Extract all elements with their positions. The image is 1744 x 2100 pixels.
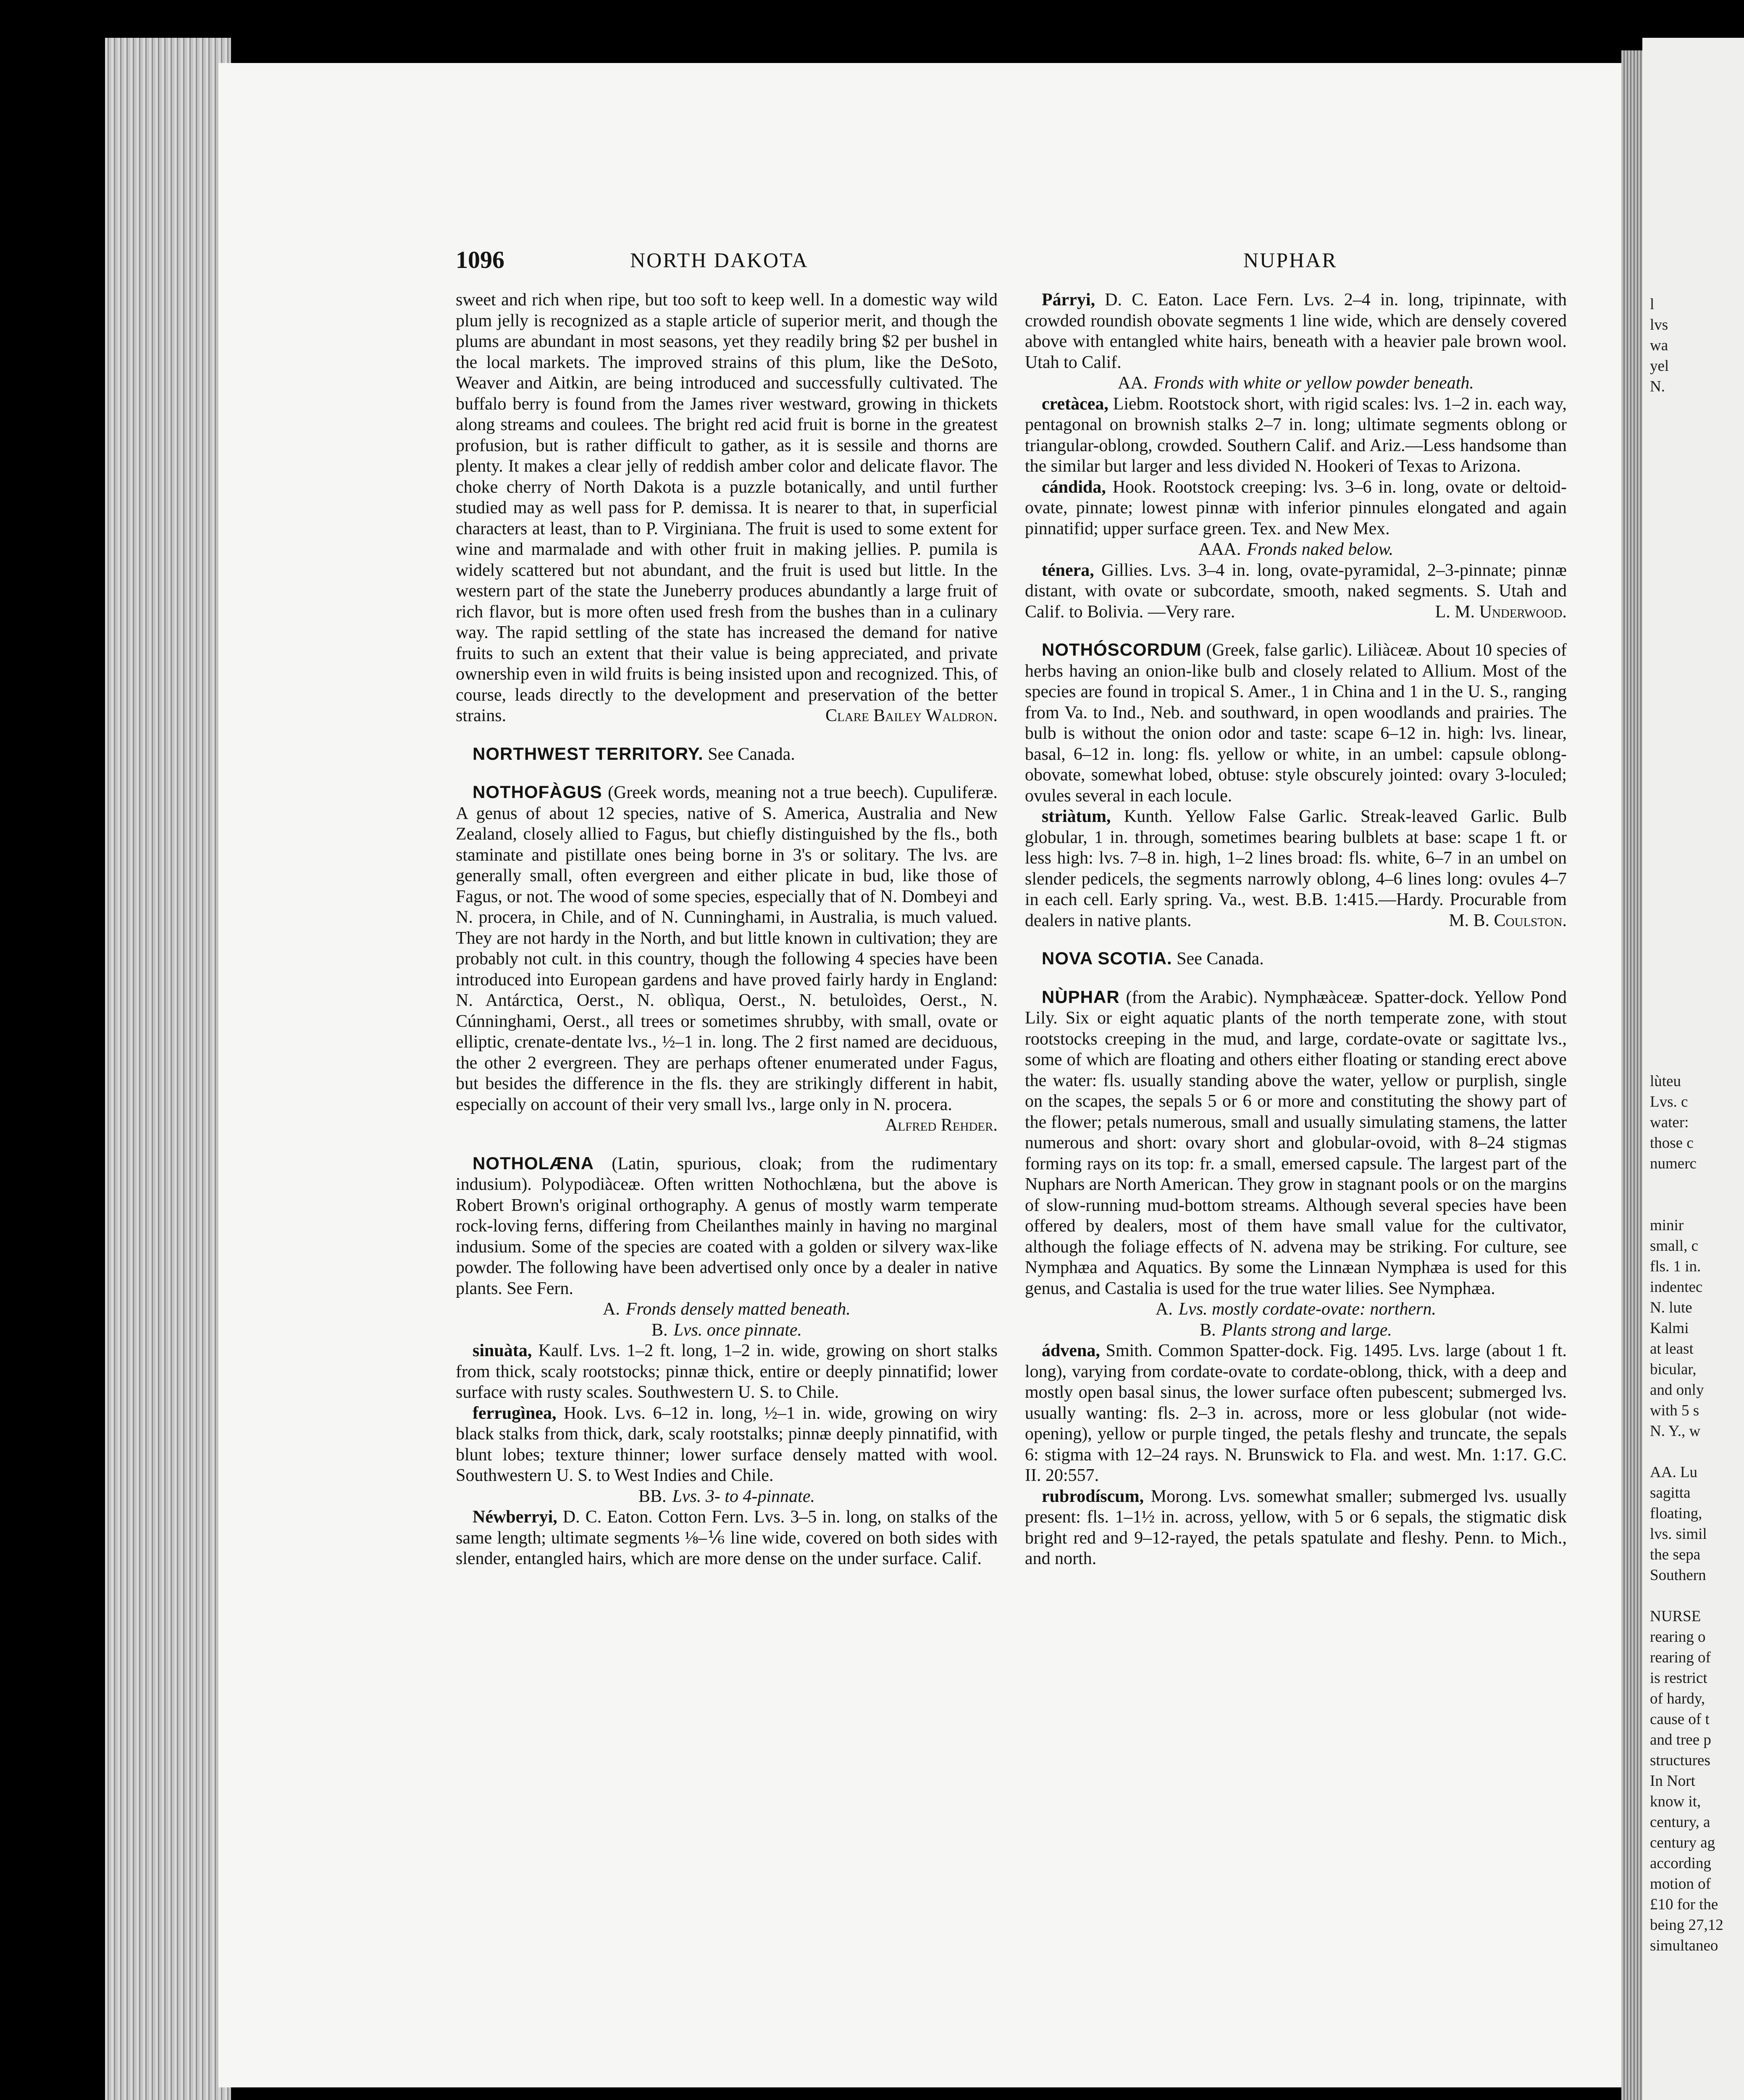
species-text: Gillies. Lvs. 3–4 in. long, ovate-pyramidal, 2–3-pinnate; pinnæ distant, with ovate or subcordate, smooth, naked segments. S. Utah and Calif. to Bolivia. —Very rare. xyxy=(1025,560,1567,622)
key-letter: AA. xyxy=(1118,373,1148,393)
entry-title: NOTHOFÀGUS xyxy=(473,782,602,802)
fragment-line: the sepa xyxy=(1650,1546,1701,1563)
fragment-line: lvs xyxy=(1650,316,1668,333)
species-name: ádvena, xyxy=(1042,1341,1100,1360)
author-signature: L. M. Underwood. xyxy=(1435,602,1567,622)
fragment-line: indentec xyxy=(1650,1278,1703,1296)
entry-title: NOVA SCOTIA. xyxy=(1042,948,1172,968)
species-entry xyxy=(456,1403,998,1486)
species-entry xyxy=(1025,394,1567,477)
left-text-column xyxy=(456,290,998,1570)
key-heading xyxy=(1025,373,1567,394)
genus-entry xyxy=(1025,948,1567,970)
fragment-line: yel xyxy=(1650,357,1669,375)
key-text: Plants strong and large. xyxy=(1221,1320,1392,1340)
fragment-line: know it, xyxy=(1650,1793,1701,1810)
fragment-line: lvs. simil xyxy=(1650,1525,1707,1543)
species-text: Morong. Lvs. somewhat smaller; submerged lvs. usually present: fls. 1–1½ in. across, yellow, with 5 or 6 sepals, the stigmatic disk bright red and 9–12-rayed, the petals spatulate and fleshy. Penn. to Mich., and north. xyxy=(1025,1486,1567,1568)
fragment-line: and only xyxy=(1650,1381,1704,1399)
entry-title: NORTHWEST TERRITORY. xyxy=(473,743,704,764)
fragment-line: water: xyxy=(1650,1114,1689,1131)
genus-entry xyxy=(456,782,998,1136)
species-entry xyxy=(1025,1341,1567,1486)
genus-entry xyxy=(1025,987,1567,1299)
key-heading xyxy=(1025,1299,1567,1320)
fragment-line: N. lute xyxy=(1650,1299,1692,1316)
fragment-line: at least xyxy=(1650,1340,1694,1357)
fragment-line: In Nort xyxy=(1650,1772,1695,1790)
entry-title: NOTHOLÆNA xyxy=(473,1153,594,1173)
fragment-line: structures xyxy=(1650,1752,1710,1769)
key-text: Fronds densely matted beneath. xyxy=(625,1299,851,1319)
species-entry xyxy=(1025,560,1567,623)
paragraph-text: sweet and rich when ripe, but too soft to keep well. In a domestic way wild plum jelly is recognized as a staple article of superior merit, and though the plums are abundant in most seasons, yet they readily bring $2 per bushel in the local markets. The improved strains of this plum, like the DeSoto, Weaver and Aitkin, are being introduced and successfully cultivated. The buffalo berry is found from the James river westward, growing in thickets along streams and coulees. The bright red acid fruit is borne in the greatest profusion, but is rather difficult to gather, as it is sessile and thorns are plenty. It makes a clear jelly of reddish amber color and delicate flavor. The choke cherry of North Dakota is a puzzle botanically, and until further studied may as well pass for P. demissa. It is nearer to that, in superficial characters at least, than to P. Virginiana. The fruit is used to some extent for wine and marmalade and with other fruit in making jellies. P. pumila is widely scattered but not abundant, and the fruit is used but little. In the western part of the state the Juneberry produces abundantly a large fruit of rich flavor, but is more often used fresh from the bushes than in a culinary way. The rapid settling of the state has increased the demand for native fruits to such an extent that their value is being appreciated, and private ownership even in wild fruits is being insisted upon and recognized. This, of course, leads directly to the development and preservation of the better strains. xyxy=(456,290,998,725)
genus-entry xyxy=(456,743,998,765)
next-page-top-fragment xyxy=(1650,294,1669,397)
fragment-line: Lvs. c xyxy=(1650,1093,1688,1110)
species-name: cretàcea, xyxy=(1042,394,1108,414)
species-entry xyxy=(456,1507,998,1570)
entry-title: NÙPHAR xyxy=(1042,987,1120,1007)
author-signature: Alfred Rehder. xyxy=(885,1116,998,1135)
species-name: Néwberryi, xyxy=(473,1507,557,1527)
fragment-line: small, c xyxy=(1650,1237,1699,1255)
key-text: Lvs. 3- to 4-pinnate. xyxy=(672,1486,815,1506)
species-text: Liebm. Rootstock short, with rigid scales: lvs. 1–2 in. each way, pentagonal on brownish stalks 2–7 in. long; ultimate segments oblong or triangular-oblong, crowded. Southern Calif. and Ariz.—Less handsome than the similar but larger and less divided N. Hookeri of Texas to Arizona. xyxy=(1025,394,1567,476)
species-text: D. C. Eaton. Cotton Fern. Lvs. 3–5 in. long, on stalks of the same length; ultimate segments ⅛–⅙ line wide, covered on both sides with slender, entangled hairs, which are more dense on the under surface. Calif. xyxy=(456,1507,998,1568)
species-entry xyxy=(1025,290,1567,373)
key-letter: A. xyxy=(603,1299,620,1319)
species-entry xyxy=(1025,806,1567,931)
species-entry xyxy=(1025,1486,1567,1570)
fragment-line: wa xyxy=(1650,337,1668,354)
fragment-line: according xyxy=(1650,1855,1711,1872)
gutter-shadow xyxy=(1621,50,1645,2100)
species-name: rubrodíscum, xyxy=(1042,1486,1144,1506)
fragment-line: century, a xyxy=(1650,1814,1710,1831)
key-letter: BB. xyxy=(638,1486,667,1506)
key-text: Fronds with white or yellow powder beneath. xyxy=(1153,373,1474,393)
fragment-line: and tree p xyxy=(1650,1731,1711,1748)
species-name: ferrugìnea, xyxy=(473,1403,557,1423)
key-text: Fronds naked below. xyxy=(1247,540,1394,559)
body-paragraph xyxy=(456,290,998,727)
page-number: 1096 xyxy=(456,246,504,273)
book-page-edges xyxy=(105,38,231,2100)
fragment-line: lùteu xyxy=(1650,1073,1681,1090)
author-signature: M. B. Coulston. xyxy=(1449,911,1567,930)
fragment-line: Kalmi xyxy=(1650,1320,1689,1337)
key-heading xyxy=(456,1486,998,1507)
fragment-line: motion of xyxy=(1650,1875,1711,1893)
fragment-line: rearing of xyxy=(1650,1649,1711,1666)
fragment-line: N. Y., w xyxy=(1650,1423,1701,1440)
next-page-fragment xyxy=(1642,38,1744,2100)
fragment-line: minir xyxy=(1650,1217,1684,1234)
fragment-line: of hardy, xyxy=(1650,1690,1705,1707)
entry-text: (from the Arabic). Nymphæàceæ. Spatter-dock. Yellow Pond Lily. Six or eight aquatic plants of the north temperate zone, with stout rootstocks creeping in the mud, and large, cordate-ovate or sagittate lvs., some of which are floating and others either floating or standing erect above the water: fls. usually standing above the water, yellow or purplish, single on the scapes, the sepals 5 or 6 or more and constituting the showy part of the flower; petals numerous, small and usually simulating stamens, the latter numerous and short: ovary short and globular-ovoid, with 8–24 stigmas forming rays on its top: fr. a small, emersed capsule. The largest part of the Nuphars are North American. They grow in stagnant pools or on the margins of slow-running mud-bottom streams. Although several species have been offered by dealers, most of them have small value for the cultivator, although the foliage effects of N. advena may be striking. For culture, see Nymphæa and Aquatics. By some the Linnæan Nymphæa is used for this genus, and Castalia is used for the true water lilies. See Nymphæa. xyxy=(1025,987,1567,1298)
genus-entry xyxy=(1025,639,1567,806)
fragment-line: numerc xyxy=(1650,1155,1697,1172)
fragment-line: NURSE xyxy=(1650,1608,1701,1625)
species-text: D. C. Eaton. Lace Fern. Lvs. 2–4 in. long, tripinnate, with crowded roundish obovate segments 1 line wide, which are densely covered above with entangled white hairs, beneath with a heavier pale brown wool. Utah to Calif. xyxy=(1025,290,1567,372)
key-letter: B. xyxy=(651,1320,668,1340)
genus-entry xyxy=(456,1153,998,1299)
right-text-column xyxy=(1025,290,1567,1570)
key-text: Lvs. once pinnate. xyxy=(673,1320,802,1340)
entry-text: See Canada. xyxy=(708,744,795,764)
fragment-line: sagitta xyxy=(1650,1484,1691,1502)
key-letter: AAA. xyxy=(1198,540,1241,559)
species-text: Hook. Lvs. 6–12 in. long, ½–1 in. wide, growing on wiry black stalks from thick, dark, scaly rootstalks; pinnæ deeply pinnatifid, with blunt lobes; texture thinner; lower surface densely matted with wool. Southwestern U. S. to West Indies and Chile. xyxy=(456,1403,998,1485)
species-name: Párryi, xyxy=(1042,290,1095,310)
fragment-line: is restrict xyxy=(1650,1670,1707,1687)
author-signature: Clare Bailey Waldron. xyxy=(825,706,998,725)
fragment-line: Southern xyxy=(1650,1567,1706,1584)
key-heading xyxy=(456,1299,998,1320)
species-text: Kunth. Yellow False Garlic. Streak-leaved Garlic. Bulb globular, 1 in. through, sometimes bearing bulblets at base: scape 1 ft. or less high: lvs. 7–8 in. high, 1–2 lines broad: fls. white, 6–7 in an umbel on slender pedicels, the segments narrowly oblong, 4–6 lines long: ovules 4–7 in each cell. Early spring. Va., west. B.B. 1:415.—Hardy. Procurable from dealers in native plants. xyxy=(1025,807,1567,930)
fragment-line xyxy=(1650,1441,1723,1462)
key-letter: B. xyxy=(1200,1320,1216,1340)
fragment-line: bicular, xyxy=(1650,1361,1697,1378)
fragment-line: century ag xyxy=(1650,1834,1715,1851)
fragment-line: floating, xyxy=(1650,1505,1702,1522)
fragment-line: l xyxy=(1650,296,1655,313)
species-name: cándida, xyxy=(1042,477,1106,497)
fragment-line: rearing o xyxy=(1650,1628,1706,1646)
key-heading xyxy=(1025,539,1567,560)
entry-text: (Greek words, meaning not a true beech). Cupuliferæ. A genus of about 12 species, native of S. America, Australia and New Zealand, closely allied to Fagus, but chiefly distinguished by the fls., both staminate and pistillate ones being borne in 3's or solitary. The lvs. are generally small, often evergreen and either plicate in bud, like those of Fagus, or not. The wood of some species, especially that of N. Dombeyi and N. procera, in Chile, and of N. Cunninghami, in Australia, is much valued. They are not hardy in the North, and but little known in cultivation; they are probably not cult. in this country, though the following 4 species have been introduced into European gardens and have proved fairly hardy in England: N. Antárctica, Oerst., N. oblìqua, Oerst., N. betuloìdes, Oerst., N. Cúnninghami, Oerst., all trees or sometimes shrubby, with small, ovate or elliptic, crenate-dentate lvs., ½–1 in. long. The 2 first named are deciduous, the other 2 evergreen. They are perhaps oftener enumerated under Fagus, but besides the difference in the fls. they are strikingly different in habit, especially on account of their very small lvs., large only in N. procera. xyxy=(456,783,998,1114)
species-name: ténera, xyxy=(1042,560,1094,580)
species-entry xyxy=(1025,477,1567,540)
fragment-line: simultaneo xyxy=(1650,1937,1718,1954)
fragment-line: fls. 1 in. xyxy=(1650,1258,1701,1275)
key-letter: A. xyxy=(1155,1299,1173,1319)
key-heading xyxy=(1025,1320,1567,1341)
fragment-line: N. xyxy=(1650,378,1665,395)
key-text: Lvs. mostly cordate-ovate: northern. xyxy=(1178,1299,1436,1319)
species-text: Kaulf. Lvs. 1–2 ft. long, 1–2 in. wide, growing on short stalks from thick, scaly rootstocks; pinnæ thick, entire or deeply pinnatifid; lower surface with rusty scales. Southwestern U. S. to Chile. xyxy=(456,1341,998,1402)
fragment-line: £10 for the xyxy=(1650,1896,1718,1913)
fragment-line xyxy=(1650,1194,1723,1215)
next-page-middle-fragment xyxy=(1650,1071,1723,1956)
fragment-line: being 27,12 xyxy=(1650,1916,1723,1934)
running-head-right: NUPHAR xyxy=(1243,248,1337,272)
species-entry xyxy=(456,1341,998,1403)
running-head-left: NORTH DAKOTA xyxy=(630,248,809,272)
fragment-line: with 5 s xyxy=(1650,1402,1699,1419)
fragment-line: cause of t xyxy=(1650,1711,1710,1728)
fragment-line: AA. Lu xyxy=(1650,1464,1698,1481)
key-heading xyxy=(456,1320,998,1341)
fragment-line: those c xyxy=(1650,1134,1694,1152)
fragment-line xyxy=(1650,1174,1723,1194)
species-name: sinuàta, xyxy=(473,1341,532,1360)
species-name: striàtum, xyxy=(1042,807,1111,826)
fragment-line xyxy=(1650,1586,1723,1606)
entry-text: (Greek, false garlic). Liliàceæ. About 10 species of herbs having an onion-like bulb and closely related to Allium. Most of the species are found in tropical S. Amer., 1 in China and 1 in the U. S., ranging from Va. to Ind., Neb. and southward, in open woodlands and prairies. The bulb is without the onion odor and taste: scape 6–12 in. high: lvs. linear, basal, 6–12 in. long: fls. yellow or white, in an umbel: capsule oblong-obovate, somewhat lobed, obtuse: style obscurely jointed: ovary 3-loculed; ovules several in each locule. xyxy=(1025,640,1567,806)
entry-text: (Latin, spurious, cloak; from the rudimentary indusium). Polypodiàceæ. Often written Nothochlæna, but the above is Robert Brown's original orthography. A genus of mostly warm temperate rock-loving ferns, differing from Cheilanthes mainly in having no marginal indusium. Some of the species are coated with a golden or silvery wax-like powder. The following have been advertised only once by a dealer in native plants. See Fern. xyxy=(456,1154,998,1298)
entry-text: See Canada. xyxy=(1177,949,1264,969)
species-text: Smith. Common Spatter-dock. Fig. 1495. Lvs. large (about 1 ft. long), varying from cordate-ovate to cordate-oblong, thick, with a deep and mostly open basal sinus, the lower surface often pubescent; submerged lvs. usually wanting: fls. 2–3 in. across, more or less globular (not wide-opening), yellow or purple tinged, the petals fleshy and truncate, the sepals 6: stigma with 12–24 rays. N. Brunswick to Fla. and west. Mn. 1:17. G.C. II. 20:557. xyxy=(1025,1341,1567,1485)
entry-title: NOTHÓSCORDUM xyxy=(1042,640,1202,659)
species-text: Hook. Rootstock creeping: lvs. 3–6 in. long, ovate or deltoid-ovate, pinnate; lowest pinnæ with inferior pinnules elongated and again pinnatifid; upper surface green. Tex. and New Mex. xyxy=(1025,477,1567,538)
